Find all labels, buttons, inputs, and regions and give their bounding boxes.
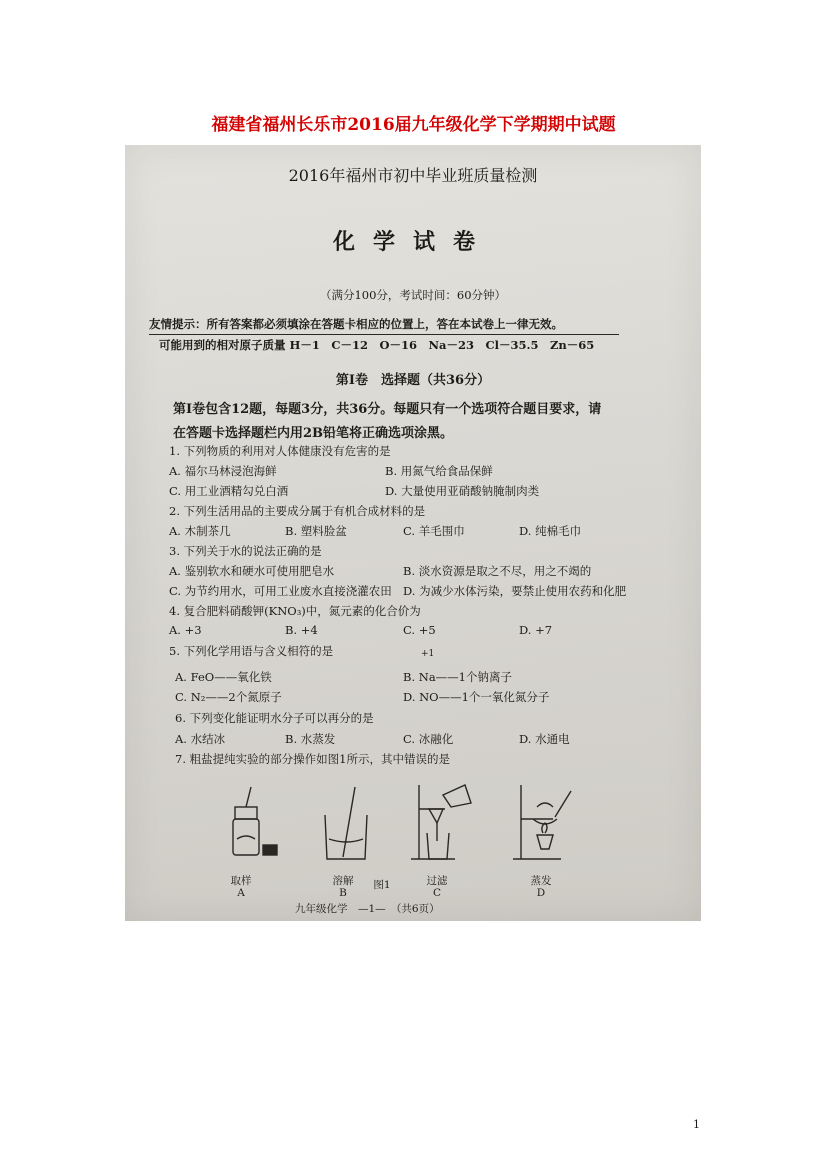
q5-option-c: C. N₂——2个氮原子 <box>175 690 282 704</box>
question-1: 1. 下列物质的利用对人体健康没有危害的是 <box>169 444 391 458</box>
question-7: 7. 粗盐提纯实验的部分操作如图1所示，其中错误的是 <box>175 752 450 766</box>
instruction-line-1: 第Ⅰ卷包含12题，每题3分，共36分。每题只有一个选项符合题目要求，请 <box>173 402 602 417</box>
q6-option-c: C. 冰融化 <box>403 732 454 746</box>
figure-caption: 图1 <box>373 879 391 891</box>
question-6: 6. 下列变化能证明水分子可以再分的是 <box>175 711 374 725</box>
q4-option-c: C. +5 <box>403 623 436 637</box>
exam-title: 化学试卷 <box>332 229 493 255</box>
q4-option-b: B. +4 <box>285 623 318 637</box>
q1-option-c: C. 用工业酒精勾兑白酒 <box>169 484 289 498</box>
exam-subtitle: 2016年福州市初中毕业班质量检测 <box>288 166 538 185</box>
exam-photo <box>125 145 701 921</box>
page-number: 1 <box>693 1118 700 1131</box>
exam-footer: 九年级化学 —1— （共6页） <box>295 903 440 915</box>
beaker-icon <box>325 787 367 859</box>
q5-option-b: B. Na——1个钠离子 <box>403 670 512 684</box>
q6-option-b: B. 水蒸发 <box>285 732 336 746</box>
q3-option-c: C. 为节约用水，可用工业废水直接浇灌农田 <box>169 584 392 598</box>
q3-option-a: A. 鉴别软水和硬水可使用肥皂水 <box>169 564 335 578</box>
sample-jar-icon <box>233 787 277 855</box>
q5-option-a: A. FeO——氧化铁 <box>175 670 272 684</box>
fig-label-d-letter: D <box>536 887 546 899</box>
question-4: 4. 复合肥料硝酸钾(KNO₃)中，氮元素的化合价为 <box>169 604 421 618</box>
fig-label-d-name: 蒸发 <box>530 875 552 887</box>
q5-charge-sup: +1 <box>421 649 435 659</box>
q2-option-b: B. 塑料脸盆 <box>285 524 347 538</box>
q3-option-d: D. 为减少水体污染，要禁止使用农药和化肥 <box>403 584 627 598</box>
fig-label-c-letter: C <box>432 887 442 899</box>
q2-option-c: C. 羊毛围巾 <box>403 524 465 538</box>
fig-label-b-letter: B <box>339 887 347 899</box>
exam-hint: 友情提示：所有答案都必须填涂在答题卡相应的位置上，答在本试卷上一律无效。 <box>149 316 619 335</box>
q4-option-d: D. +7 <box>519 623 553 637</box>
atomic-mass-line: 可能用到的相对原子质量 H－1 C－12 O－16 Na－23 Cl－35.5 Zn－65 <box>159 338 595 352</box>
q6-option-a: A. 水结冰 <box>175 732 226 746</box>
fig-label-a-name: 取样 <box>230 875 252 887</box>
q3-option-b: B. 淡水资源是取之不尽，用之不竭的 <box>403 564 592 578</box>
q6-option-d: D. 水通电 <box>519 732 570 746</box>
q1-option-a: A. 福尔马林浸泡海鲜 <box>169 464 277 478</box>
q2-option-a: A. 木制茶几 <box>169 524 231 538</box>
instruction-line-2: 在答题卡选择题栏内用2B铅笔将正确选项涂黑。 <box>173 426 454 441</box>
exam-time-info: （满分100分，考试时间：60分钟） <box>319 288 507 302</box>
question-2: 2. 下列生活用品的主要成分属于有机合成材料的是 <box>169 504 426 518</box>
question-5: 5. 下列化学用语与含义相符的是 <box>169 644 334 658</box>
q2-option-d: D. 纯棉毛巾 <box>519 524 582 538</box>
document-title: 福建省福州长乐市2016届九年级化学下学期期中试题 <box>211 115 616 135</box>
question-3: 3. 下列关于水的说法正确的是 <box>169 544 322 558</box>
fig-label-b-name: 溶解 <box>332 875 354 887</box>
q1-option-d: D. 大量使用亚硝酸钠腌制肉类 <box>385 484 540 498</box>
q4-option-a: A. +3 <box>169 623 202 637</box>
q5-option-d: D. NO——1个一氧化氮分子 <box>403 690 550 704</box>
evaporation-stand-icon <box>513 785 571 859</box>
section-title: 第Ⅰ卷 选择题（共36分） <box>335 373 491 388</box>
fig-label-c-name: 过滤 <box>426 875 448 887</box>
fig-label-a-letter: A <box>237 887 245 899</box>
filtration-stand-icon <box>411 785 471 859</box>
q1-option-b: B. 用氮气给食品保鲜 <box>385 464 493 478</box>
